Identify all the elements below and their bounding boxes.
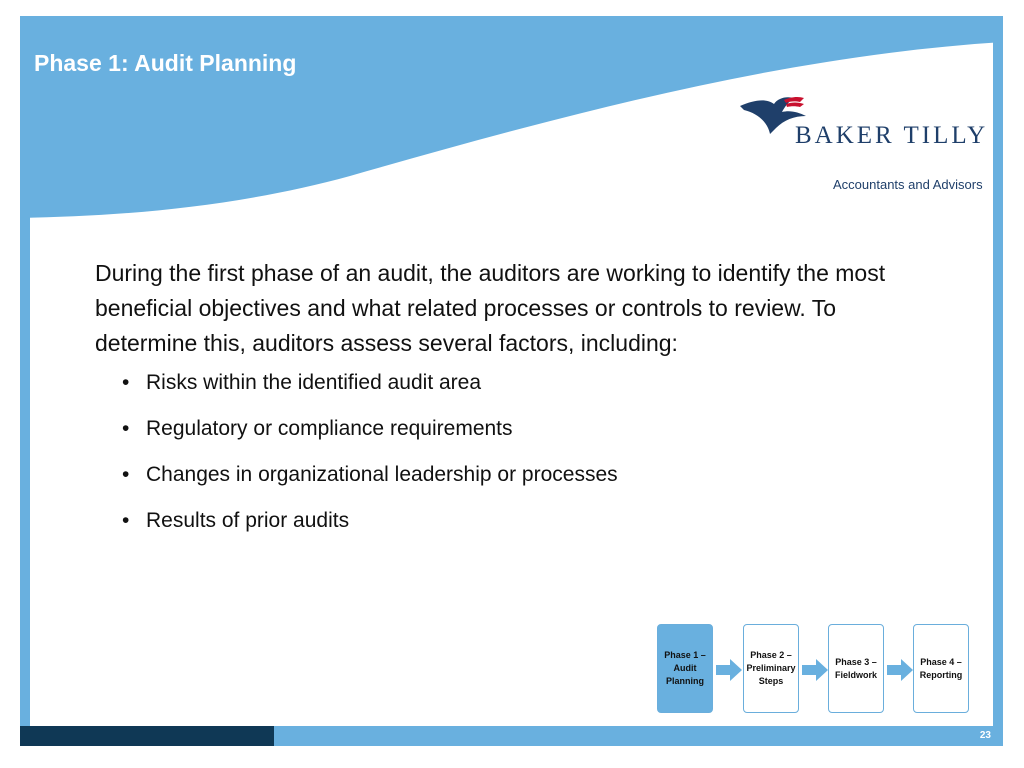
list-item bbox=[95, 509, 895, 532]
list-item-text: Results of prior audits bbox=[146, 509, 350, 532]
arrow-right-icon bbox=[716, 659, 742, 681]
intro-paragraph: During the first phase of an audit, the auditors are working to identify the most beneficial objectives and what related processes or controls to review. To determine this, auditors assess several factors, including: bbox=[95, 260, 886, 356]
company-logo bbox=[740, 82, 990, 202]
phase-step-3: Phase 3 – Fieldwork bbox=[828, 624, 884, 713]
slide-title: Phase 1: Audit Planning bbox=[34, 50, 297, 76]
factor-list bbox=[95, 371, 895, 532]
page-number: 23 bbox=[979, 730, 991, 741]
list-item bbox=[95, 371, 895, 394]
list-item bbox=[95, 417, 895, 440]
slide-body bbox=[95, 256, 895, 555]
phase-step-2: Phase 2 – Preliminary Steps bbox=[743, 624, 799, 713]
logo-name: BAKER TILLY bbox=[795, 122, 989, 149]
bullet-icon: • bbox=[122, 417, 130, 440]
phase-step-1: Phase 1 – Audit Planning bbox=[657, 624, 713, 713]
bullet-icon: • bbox=[122, 509, 130, 532]
footer-bar-dark bbox=[20, 726, 274, 746]
slide bbox=[20, 16, 1003, 746]
list-item-text: Risks within the identified audit area bbox=[146, 371, 482, 394]
list-item-text: Regulatory or compliance requirements bbox=[146, 417, 513, 440]
list-item-text: Changes in organizational leadership or processes bbox=[146, 463, 618, 486]
footer-bar-light bbox=[274, 726, 1003, 746]
arrow-right-icon bbox=[887, 659, 913, 681]
list-item bbox=[95, 463, 895, 486]
phase-step-4: Phase 4 – Reporting bbox=[913, 624, 969, 713]
bullet-icon: • bbox=[122, 463, 130, 486]
bullet-icon: • bbox=[122, 371, 130, 394]
process-flow bbox=[657, 624, 987, 716]
logo-tagline: Accountants and Advisors bbox=[833, 177, 983, 192]
arrow-right-icon bbox=[802, 659, 828, 681]
